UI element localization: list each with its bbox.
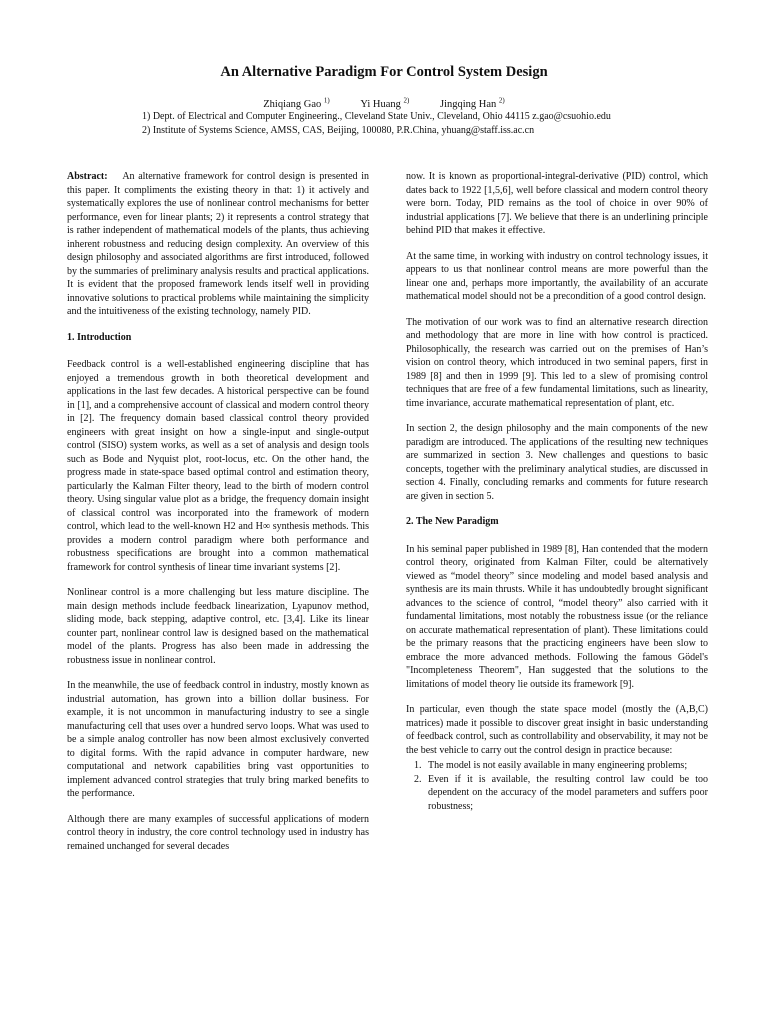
paragraph: In the meanwhile, the use of feedback control in industry, mostly known as industrial automation, has grown into a billion dollar business. For example, it is not uncommon in manufacturing industry to see a single manufacturing cell that uses over a hundred servo loops. What was used to be a simple analog controller has now been almost exclusively converted to digital forms. With the rapid advance in computer hardware, new computational and network capabilities bring vast opportunities to implement advanced control strategies that truly bring marked benefits to the performance. xyxy=(67,680,369,799)
list-item: 1. The model is not easily available in many engineering problems; xyxy=(424,759,708,773)
author-1: Zhiqiang Gao $^{1)}$ xyxy=(263,96,330,110)
abstract-text: An alternative framework for control design is presented in this paper. It compliments the existing theory in that: 1) it actively and systematically explores the use of nonlinear control mechanisms for better performance, even for linear plants; 2) it represents a control strategy that is rather independent of mathematical models of the plants, thus achieving inherent robustness and reducing design complexity. An overview of this design philosophy and associated algorithms are first introduced, followed by the summaries of preliminary analysis results and practical applications. It is evident that the proposed framework lends itself well in providing innovative solutions to practical problems while maintaining the simplicity and the intuitiveness of the existing technology, namely PID. xyxy=(67,171,369,317)
paragraph: At the same time, in working with industry on control technology issues, it appears to us that nonlinear control means are more powerful than the linear one and, perhaps more importantly, the availability of an accurate mathematical model should not be a precondition of a good control design. xyxy=(406,250,708,302)
section-heading-introduction: 1. Introduction xyxy=(67,331,132,343)
author-3: Jingqing Han $^{2)}$ xyxy=(440,96,505,110)
author-line xyxy=(0,96,768,110)
paragraph: In his seminal paper published in 1989 [8], Han contended that the modern control theory, originated from Kalman Filter, could be alternatively viewed as “model theory” since modeling and model based analysis and synthesis are its main thrusts. While it has undoubtedly brought significant advances to the science of control, “model theory” also carried with it fundamental limitations, most notably the robustness issue (or the reliance on accurate mathematical representation of plant). These limitations could be the primary reasons that the practicing engineers have been slow to embrace the more advanced methods. Following the famous Gödel's "Incompleteness Theorem", Han suggested that the solutions to the limitations of model theory lie outside its framework [9]. xyxy=(406,543,708,690)
section-heading-new-paradigm: 2. The New Paradigm xyxy=(406,516,499,527)
paper-title: An Alternative Paradigm For Control System Design xyxy=(220,64,548,80)
paragraph: Although there are many examples of successful applications of modern control theory in industry, the core control technology used in industry has remained unchanged for several decades xyxy=(67,813,369,852)
paragraph: Nonlinear control is a more challenging but less mature discipline. The main design methods include feedback linearization, Lyapunov method, sliding mode, back stepping, adaptive control, etc. [3,4]. Like its linear counter part, nonlinear control law is designed based on the mathematical model of the plants. Progress has also been made in addressing the robustness issue in nonlinear control. xyxy=(67,587,369,666)
right-column xyxy=(406,170,708,813)
paragraph: The motivation of our work was to find an alternative research direction and methodology that are more in line with how control is practiced. Philosophically, the research was carried out on the premises of Han’s vision on control theory, which introduced in two seminal papers, first in 1989 [8] and then in 1999 [9]. This led to a slew of promising control techniques that are free of a few fundamental limitations, such as linearity, time invariance, accurate mathematical representation of plant, etc. xyxy=(406,316,708,409)
list-item: 2. Even if it is available, the resulting control law could be too dependent on the accuracy of the model parameters and suffers poor robustness; xyxy=(424,773,708,814)
paragraph: In section 2, the design philosophy and the main components of the new paradigm are introduced. The applications of the resulting new techniques are summarized in section 3. New challenges and questions to basic concepts, together with the preliminary analytical studies, are discussed in section 4. Finally, concluding remarks and comments for future research are given in section 5. xyxy=(406,423,708,502)
abstract xyxy=(67,170,369,319)
author-2: Yi Huang $^{2)}$ xyxy=(360,96,410,110)
paragraph: now. It is known as proportional-integral-derivative (PID) control, which dates back to 1922 [1,5,6], well before classical and modern control theory were born. Today, PID remains as the tool of choice in over 90% of industrial applications [7]. We believe that there is an underlining principle behind PID that makes it effective. xyxy=(406,171,708,236)
paragraph: Feedback control is a well-established engineering discipline that has enjoyed a tremendous growth in both theoretical development and applications in the last few decades. A historical perspective can be found in [1], and a comprehensive account of classical and modern control theory in [2]. The frequency domain based classical control theory provided engineers with great insight on how a single-input and single-output control (SISO) system works, as well as a set of analysis and design tools such as Bode and Nyquist plot, root-locus, etc. On the other hand, the progress made in state-space based optimal control and estimation theory, particularly the Kalman Filter theory, lead to the birth of modern control theory. Using singular value plot as a bridge, the frequency domain insight of classical control was incorporated into the framework of modern control, which lead to the well-known H2 and H∞ synthesis methods. This provides a modern control paradigm where both performance and robustness specifications are brought into a common mathematical framework for control synthesis of linear time invariant systems [2]. xyxy=(67,359,369,573)
numbered-list xyxy=(406,759,708,813)
abstract-label: Abstract: xyxy=(67,171,108,182)
affiliations xyxy=(142,110,742,138)
paragraph: In particular, even though the state space model (mostly the (A,B,C) matrices) made it possible to discover great insight in basic understanding of feedback control, such as controllability and observability, it may not be the best vehicle to carry out the control design in practice because: xyxy=(406,704,708,756)
affiliation-2: 2) Institute of Systems Science, AMSS, CAS, Beijing, 100080, P.R.China, yhuang@staff.iss.ac.cn xyxy=(142,125,535,136)
left-column xyxy=(67,170,369,865)
affiliation-1: 1) Dept. of Electrical and Computer Engineering., Cleveland State Univ., Cleveland, Ohio 44115 z.gao@csuohio.edu xyxy=(142,111,611,122)
